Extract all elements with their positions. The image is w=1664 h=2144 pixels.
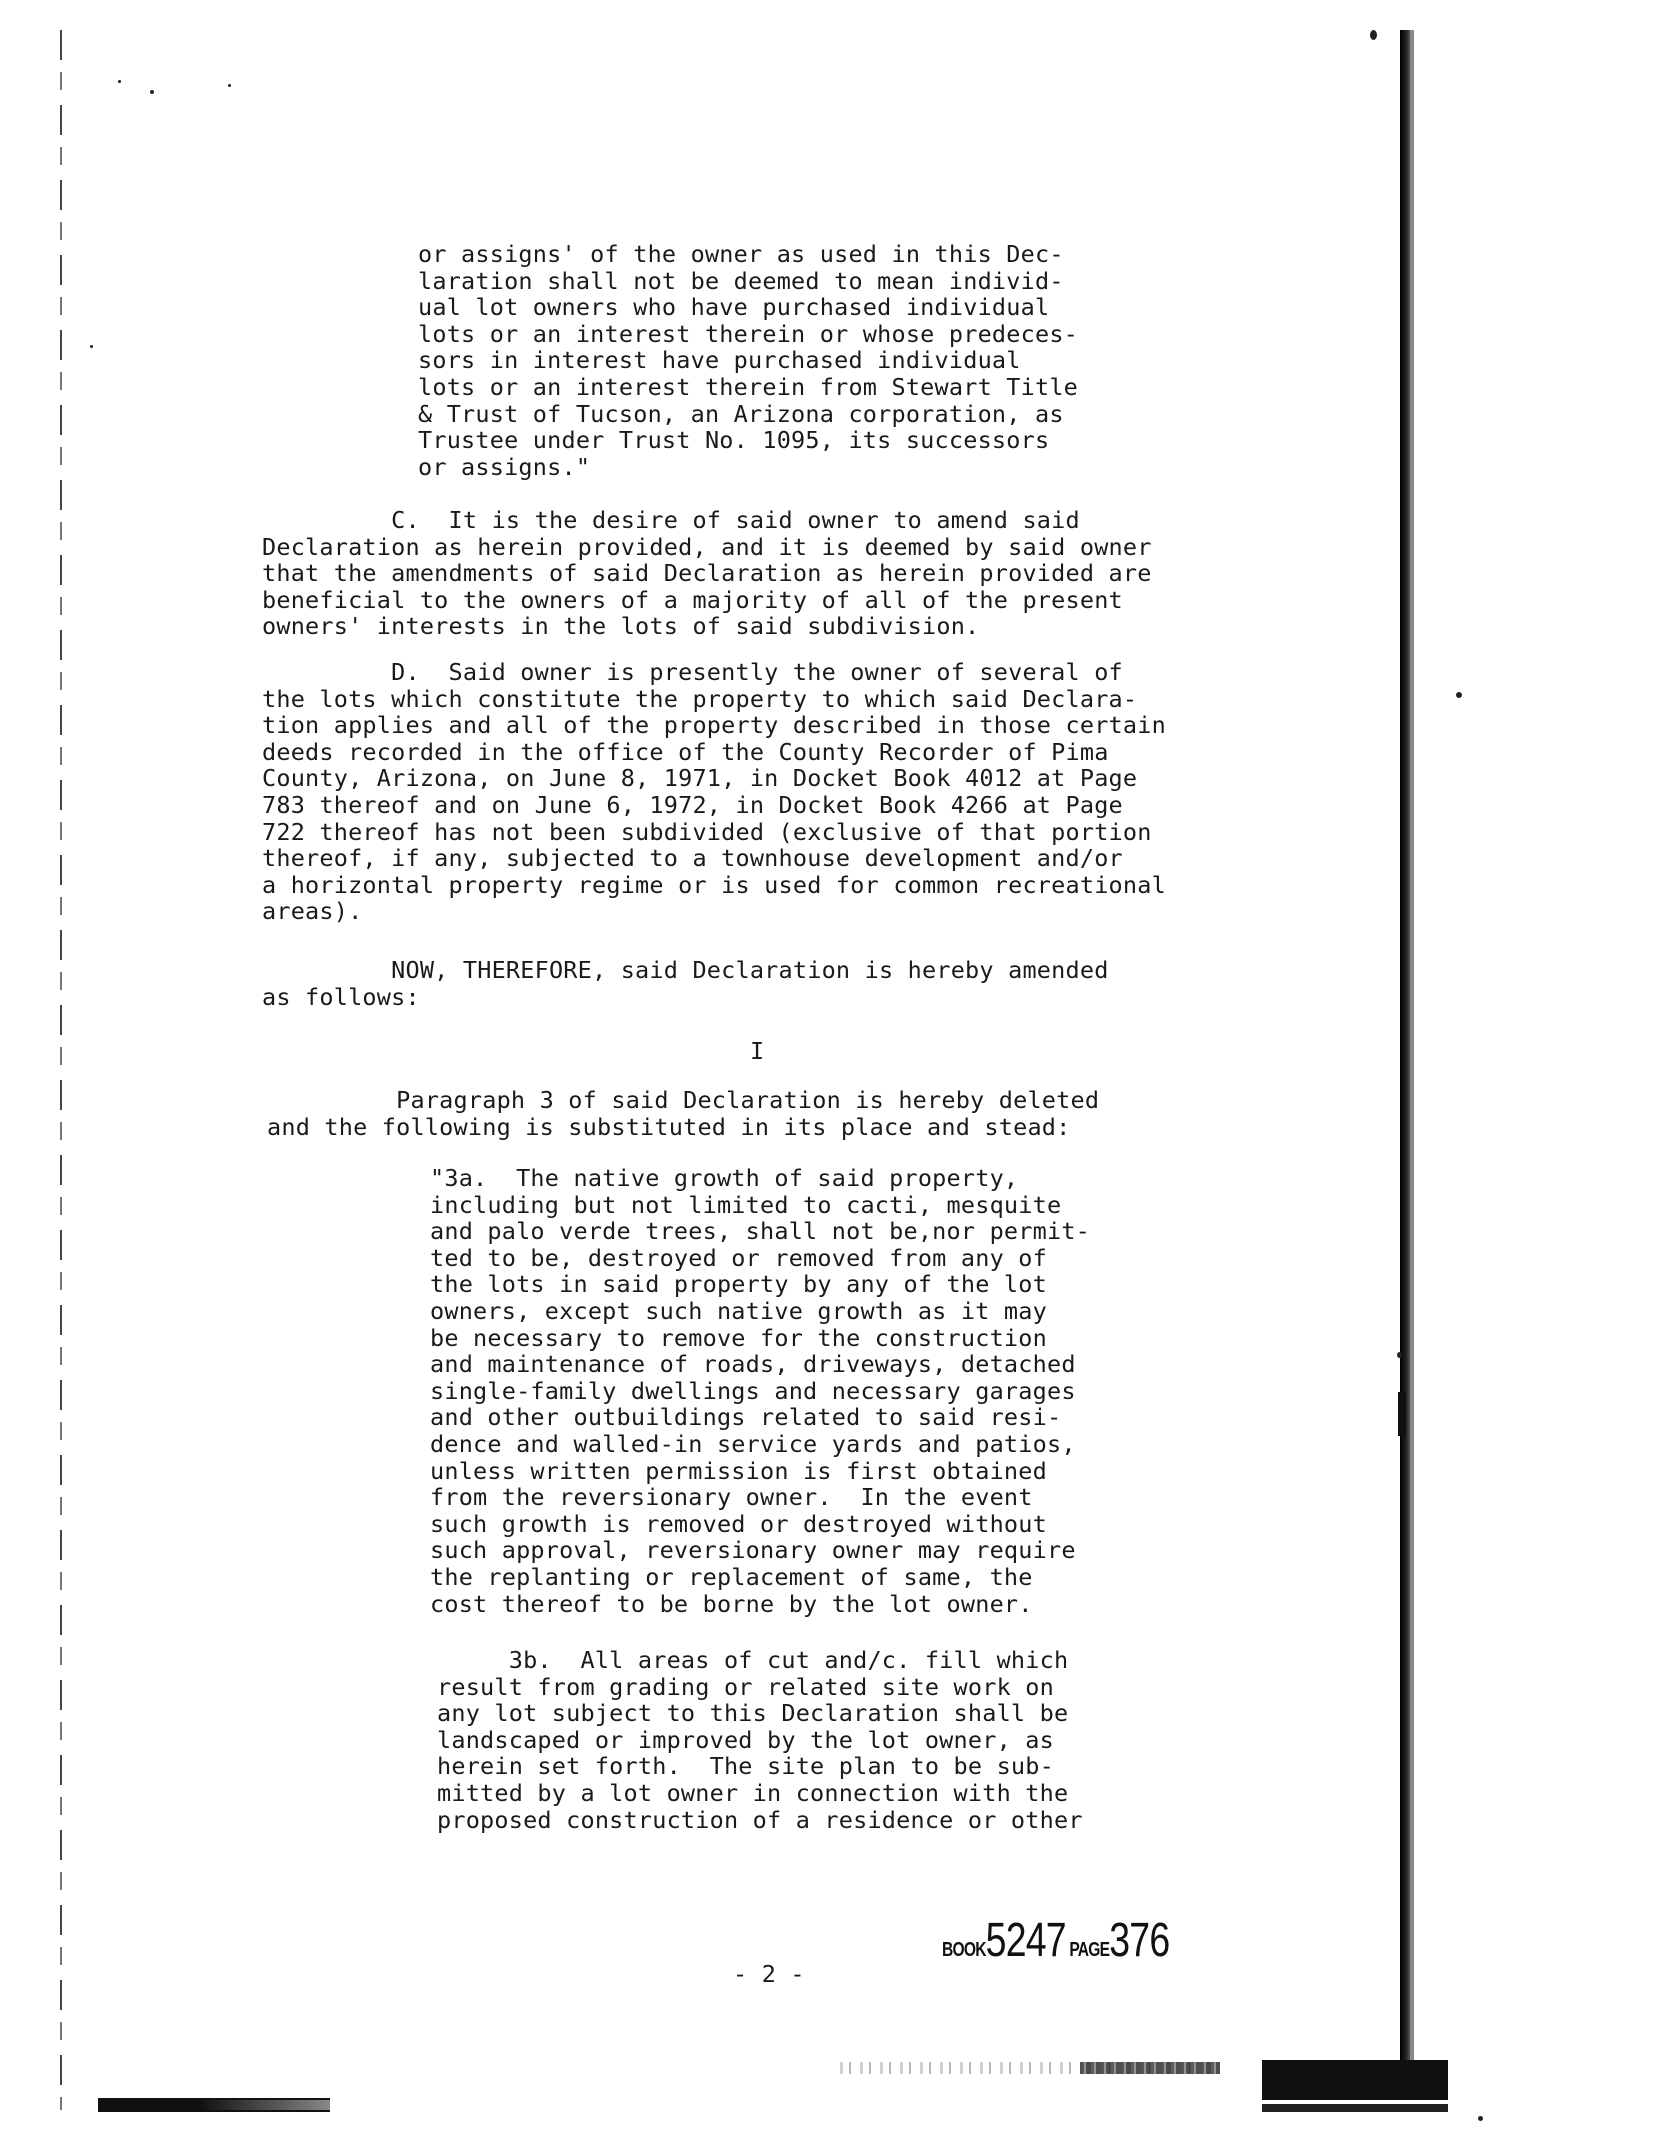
scan-mark-right — [1398, 1392, 1406, 1436]
book-page-stamp — [942, 1913, 1169, 1968]
paragraph-3b: 3b. All areas of cut and/c. fill which result from grading or related site work on any lot subject to this Declaration shall be landscaped or improved by the lot owner, as herein set forth. The site plan to be sub- mitted by a lot owner in connection with the proposed construction of a residence or other — [437, 1646, 1083, 1834]
recital-c: C. It is the desire of said owner to amend said Declaration as herein provided, and it is deemed by said owner that the amendments of said Declaration as herein provided are beneficial to the owners of a majority of all of the present owners' interests in the lots of said subdivision. — [262, 506, 1152, 641]
stamp-page-number: 376 — [1109, 1914, 1170, 1967]
book-label: BOOK — [942, 1939, 986, 1961]
scan-speck — [118, 80, 121, 83]
scan-speck — [1370, 30, 1377, 40]
scan-edge-left — [60, 30, 62, 2110]
page-number: - 2 - — [733, 1960, 805, 1988]
paragraph-3a: "3a. The native growth of said property, including but not limited to cacti, mesquite and palo verde trees, shall not be,nor permit- ted to be, destroyed or removed from any of the lots in said property by any of the lot owners, except such native growth as it may be necessary to remove for the construction and maintenance of roads, driveways, detached single-family dwellings and necessary garages and other outbuildings related to said resi- dence and walled-in service yards and patios, unless written permission is first obtained from the reversionary owner. In the event such growth is removed or destroyed without such approval, reversionary owner may require the replanting or replacement of same, the cost thereof to be borne by the lot owner. — [430, 1164, 1091, 1618]
scan-bar-bottom-right — [1262, 2060, 1448, 2100]
scan-speck — [228, 84, 231, 87]
scan-edge-right-shadow — [1410, 30, 1414, 2060]
scan-speck — [1397, 1352, 1402, 1358]
section-number: I — [750, 1037, 765, 1065]
paragraph-3-intro: Paragraph 3 of said Declaration is hereby deleted and the following is substituted in its place and stead: — [267, 1086, 1100, 1141]
page-label: PAGE — [1069, 1939, 1110, 1961]
book-number: 5247 — [985, 1914, 1066, 1967]
scan-speck — [150, 90, 154, 94]
scan-speck — [1478, 2116, 1483, 2121]
quoted-definition-end: or assigns' of the owner as used in this Dec- laration shall not be deemed to mean individ- ual lot owners who have purchased individual lots or an interest therein or whose predeces- sors in interest have purchased individual lots or an interest therein from Stewart Title & Trust of Tucson, an Arizona corporation, as Trustee under Trust No. 1095, its successors or assigns." — [418, 240, 1079, 481]
scan-bar-bottom-left-fade — [200, 2100, 330, 2110]
scan-bar-bottom-right-lower — [1262, 2104, 1448, 2112]
now-therefore-clause: NOW, THEREFORE, said Declaration is hereby amended as follows: — [262, 956, 1109, 1011]
scan-speck — [1456, 692, 1462, 698]
recital-d: D. Said owner is presently the owner of several of the lots which constitute the property to which said Declara- tion applies and all of the property described in those certain deeds recorded in the office of the County Recorder of Pima County, Arizona, on June 8, 1971, in Docket Book 4012 at Page 783 thereof and on June 6, 1972, in Docket Book 4266 at Page 722 thereof has not been subdivided (exclusive of that portion thereof, if any, subjected to a townhouse development and/or a horizontal property regime or is used for common recreational areas). — [262, 658, 1166, 926]
scan-speckle-bottom-dense — [1080, 2062, 1220, 2074]
scan-speck — [90, 345, 93, 348]
scan-edge-right — [1400, 30, 1410, 2060]
